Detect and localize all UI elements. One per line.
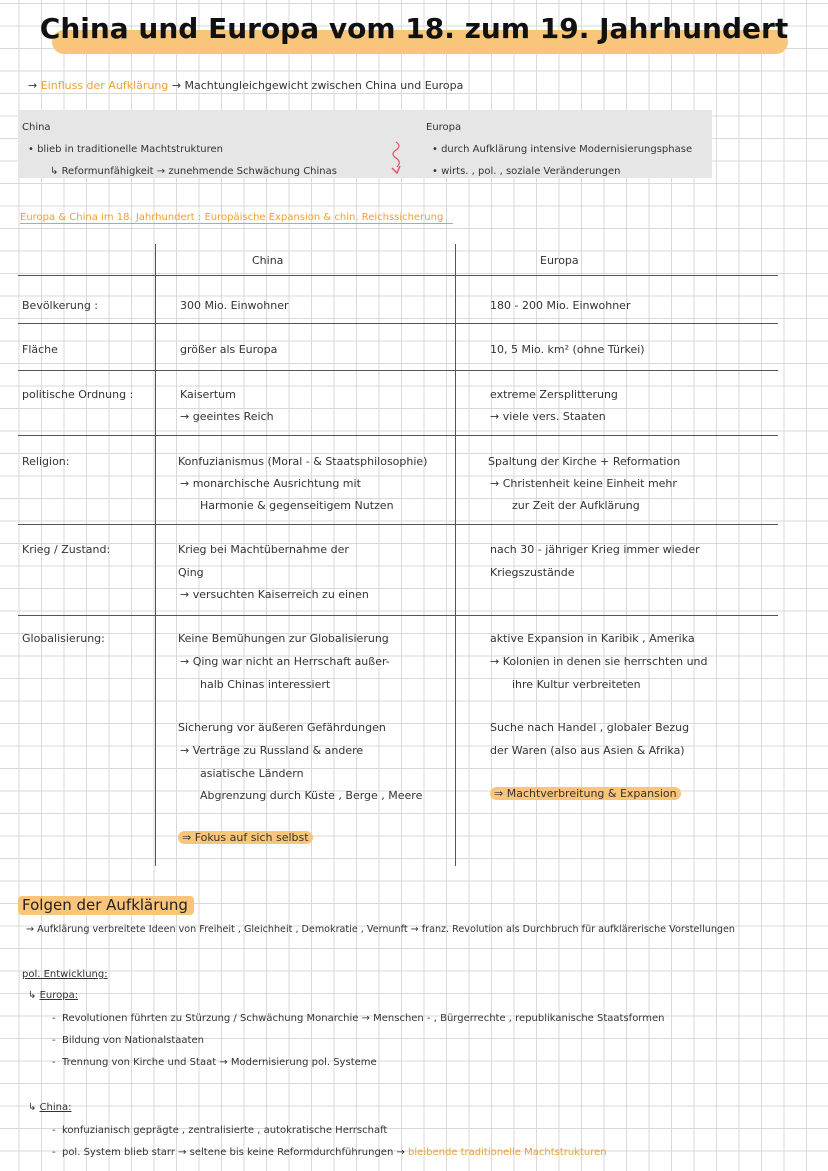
europa-label: Europa: bbox=[39, 990, 79, 1001]
row-label: Religion: bbox=[22, 455, 70, 468]
compare-china-bullet-2: ↳ Reformunfähigkeit → zunehmende Schwächung Chinas bbox=[50, 166, 337, 177]
table-divider bbox=[155, 244, 156, 866]
cell-europa: → viele vers. Staaten bbox=[490, 410, 606, 423]
cell-china: Keine Bemühungen zur Globalisierung bbox=[178, 632, 389, 645]
table-rule bbox=[18, 370, 778, 371]
table-rule bbox=[18, 435, 778, 436]
cell-china: → Verträge zu Russland & andere bbox=[180, 744, 364, 757]
cell-europa: der Waren (also aus Asien & Afrika) bbox=[490, 744, 685, 757]
cell-europa: 180 - 200 Mio. Einwohner bbox=[490, 299, 631, 312]
list-item-text: Revolutionen führten zu Stürzung / Schwächung Monarchie → Menschen - , Bürgerrechte , republikanische Staatsformen bbox=[61, 1013, 665, 1024]
cell-europa: 10, 5 Mio. km² (ohne Türkei) bbox=[490, 343, 645, 356]
list-item: - pol. System blieb starr → seltene bis keine Reformdurchführungen → bleibende traditionelle Machtstrukturen bbox=[52, 1147, 607, 1158]
compare-europa-head: Europa bbox=[426, 122, 462, 133]
row-label: Bevölkerung : bbox=[22, 299, 99, 312]
highlight: ⇒ Fokus auf sich selbst bbox=[178, 831, 313, 844]
list-item: - Trennung von Kirche und Staat → Modernisierung pol. Systeme bbox=[52, 1057, 377, 1068]
highlight-text: bleibende traditionelle Machtstrukturen bbox=[408, 1147, 607, 1158]
pol-heading: pol. Entwicklung: bbox=[22, 969, 108, 980]
compare-europa-bullet-2: • wirts. , pol. , soziale Veränderungen bbox=[432, 166, 621, 177]
table-rule bbox=[18, 615, 778, 616]
cell-europa: Suche nach Handel , globaler Bezug bbox=[490, 721, 690, 734]
table-rule bbox=[18, 275, 778, 276]
compare-china-head: China bbox=[22, 122, 51, 133]
china-label: China: bbox=[39, 1102, 72, 1113]
compare-china-bullet-1: • blieb in traditionelle Machtstrukturen bbox=[28, 144, 223, 155]
cell-china: Kaisertum bbox=[180, 388, 236, 401]
table-header-china: China bbox=[252, 254, 284, 267]
cell-europa: Spaltung der Kirche + Reformation bbox=[488, 455, 681, 468]
cell-china: Abgrenzung durch Küste , Berge , Meere bbox=[200, 789, 423, 802]
list-item-text: pol. System blieb starr → seltene bis keine Reformdurchführungen → bbox=[61, 1147, 405, 1158]
cell-europa: → Kolonien in denen sie herrschten und bbox=[490, 655, 708, 668]
list-item-text: Bildung von Nationalstaaten bbox=[61, 1035, 204, 1046]
cell-china: → geeintes Reich bbox=[180, 410, 274, 423]
highlight: ⇒ Machtverbreitung & Expansion bbox=[490, 787, 681, 800]
cell-europa-conclusion bbox=[490, 787, 681, 800]
bullet-text: Reformunfähigkeit → zunehmende Schwächung Chinas bbox=[61, 166, 337, 177]
cell-china: Konfuzianismus (Moral - & Staatsphilosophie) bbox=[178, 455, 428, 468]
cell-europa: nach 30 - jähriger Krieg immer wieder bbox=[490, 543, 700, 556]
list-item: - konfuzianisch geprägte , zentralisierte , autokratische Herrschaft bbox=[52, 1125, 388, 1136]
cell-europa: aktive Expansion in Karibik , Amerika bbox=[490, 632, 695, 645]
arrow: → bbox=[28, 79, 38, 92]
list-item-text: Trennung von Kirche und Staat → Modernisierung pol. Systeme bbox=[61, 1057, 377, 1068]
cell-china: asiatische Ländern bbox=[200, 767, 304, 780]
list-item: - Bildung von Nationalstaaten bbox=[52, 1035, 204, 1046]
bullet-text: blieb in traditionelle Machtstrukturen bbox=[37, 144, 223, 155]
cell-china: Harmonie & gegenseitigem Nutzen bbox=[200, 499, 394, 512]
row-label: Globalisierung: bbox=[22, 632, 105, 645]
cell-china: → versuchten Kaiserreich zu einen bbox=[180, 588, 369, 601]
europa-subhead: ↳ Europa: bbox=[28, 990, 79, 1001]
list-item-text: konfuzianisch geprägte , zentralisierte , autokratische Herrschaft bbox=[61, 1125, 388, 1136]
cell-europa: extreme Zersplitterung bbox=[490, 388, 618, 401]
table-header-europa: Europa bbox=[540, 254, 579, 267]
squiggle-arrow-icon bbox=[388, 140, 410, 176]
folgen-line: → Aufklärung verbreitete Ideen von Freiheit , Gleichheit , Demokratie , Vernunft → franz. Revolution als Durchbruch für aufklärerische Vorstellungen bbox=[26, 924, 735, 935]
intro-line bbox=[28, 79, 463, 92]
cell-china: Krieg bei Machtübernahme der bbox=[178, 543, 349, 556]
list-item: - Revolutionen führten zu Stürzung / Schwächung Monarchie → Menschen - , Bürgerrechte , republikanische Staatsformen bbox=[52, 1013, 665, 1024]
cell-europa: Kriegszustände bbox=[490, 566, 575, 579]
row-label: Fläche bbox=[22, 343, 58, 356]
cell-china: größer als Europa bbox=[180, 343, 278, 356]
cell-europa: → Christenheit keine Einheit mehr bbox=[490, 477, 677, 490]
cell-china: → Qing war nicht an Herrschaft außer- bbox=[180, 655, 390, 668]
folgen-heading: Folgen der Aufklärung bbox=[18, 896, 194, 915]
cell-china: Qing bbox=[178, 566, 204, 579]
bullet-text: durch Aufklärung intensive Modernisierungsphase bbox=[441, 144, 693, 155]
cell-china: → monarchische Ausrichtung mit bbox=[180, 477, 361, 490]
arrow: → bbox=[171, 79, 182, 92]
cell-china-conclusion bbox=[178, 831, 313, 844]
cell-europa: ihre Kultur verbreiteten bbox=[512, 678, 641, 691]
table-divider bbox=[455, 244, 456, 866]
row-label: politische Ordnung : bbox=[22, 388, 134, 401]
bullet-text: wirts. , pol. , soziale Veränderungen bbox=[441, 166, 621, 177]
cell-china: halb Chinas interessiert bbox=[200, 678, 331, 691]
intro-highlight: Einfluss der Aufklärung bbox=[40, 79, 169, 92]
row-label: Krieg / Zustand: bbox=[22, 543, 111, 556]
cell-china: Sicherung vor äußeren Gefährdungen bbox=[178, 721, 386, 734]
page-title: China und Europa vom 18. zum 19. Jahrhundert bbox=[39, 12, 789, 45]
cell-europa: zur Zeit der Aufklärung bbox=[512, 499, 640, 512]
intro-text: Machtungleichgewicht zwischen China und Europa bbox=[184, 79, 464, 92]
cell-china: 300 Mio. Einwohner bbox=[180, 299, 289, 312]
compare-europa-bullet-1: • durch Aufklärung intensive Modernisierungsphase bbox=[432, 144, 693, 155]
table-rule bbox=[18, 323, 778, 324]
section-heading: Europa & China im 18. Jahrhundert : Europäische Expansion & chin. Reichssicherung bbox=[20, 212, 453, 224]
china-subhead: ↳ China: bbox=[28, 1102, 72, 1113]
table-rule bbox=[18, 524, 778, 525]
